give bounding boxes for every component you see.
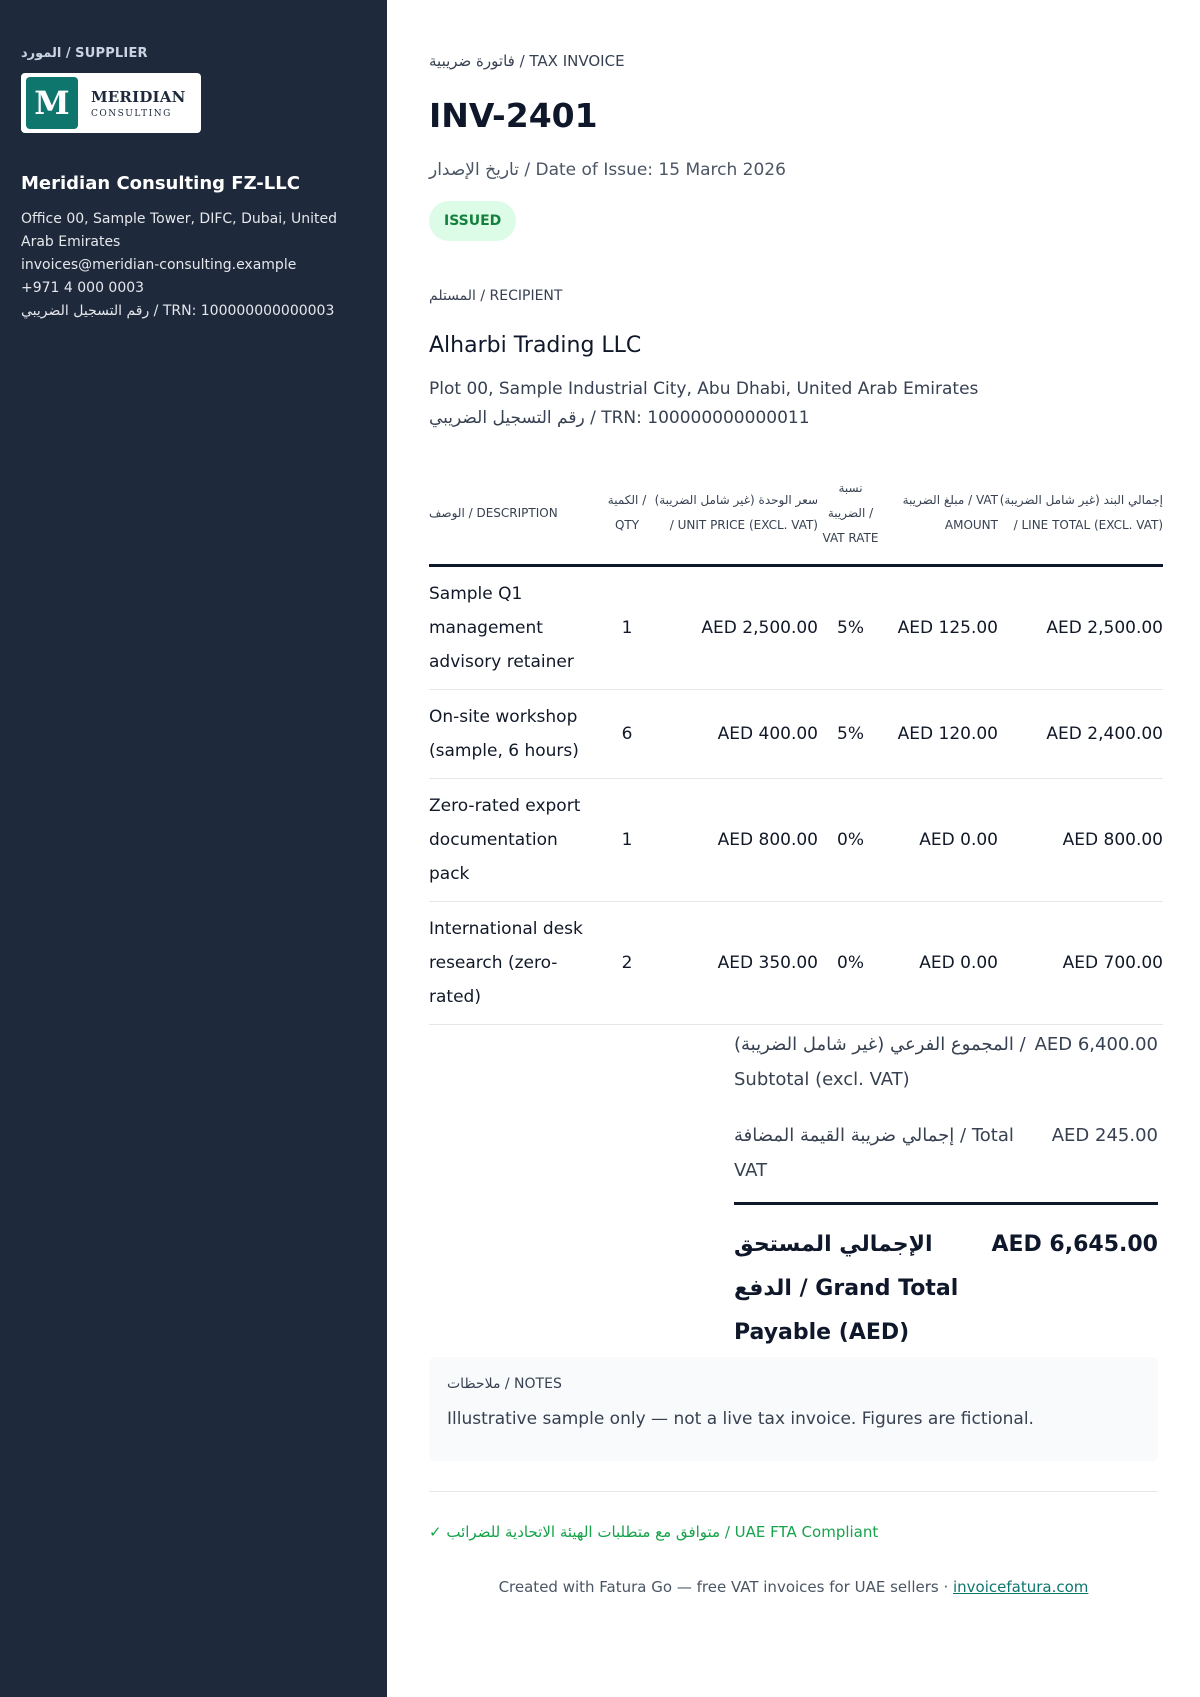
- row-vat-rate: 5%: [818, 689, 883, 778]
- row-qty: 1: [602, 778, 652, 901]
- row-vat-amount: AED 125.00: [883, 565, 998, 689]
- row-description: On-site workshop (sample, 6 hours): [429, 689, 602, 778]
- supplier-trn: رقم التسجيل الضريبي / TRN: 100000000000003: [21, 303, 335, 319]
- invoice-number: INV-2401: [429, 96, 598, 135]
- col-line-total: إجمالي البند (غير شامل الضريبة) / LINE TOTAL (EXCL. VAT): [998, 463, 1163, 565]
- row-vat-rate: 0%: [818, 778, 883, 901]
- row-description: Sample Q1 management advisory retainer: [429, 565, 602, 689]
- col-vat-rate: نسبة الضريبة / VAT RATE: [818, 463, 883, 565]
- total-vat-row: [734, 1118, 1158, 1205]
- notes-box: [429, 1357, 1158, 1461]
- line-items-table: [429, 463, 1163, 1025]
- supplier-address: Office 00, Sample Tower, DIFC, Dubai, United Arab Emirates: [21, 211, 337, 250]
- row-qty: 2: [602, 901, 652, 1024]
- row-vat-rate: 5%: [818, 565, 883, 689]
- row-description: International desk research (zero-rated): [429, 901, 602, 1024]
- supplier-logo: [21, 73, 201, 133]
- supplier-sidebar: [0, 0, 387, 1697]
- total-vat-label: إجمالي ضريبة القيمة المضافة / Total VAT: [734, 1125, 1014, 1181]
- row-vat-amount: AED 0.00: [883, 778, 998, 901]
- credit-text: Created with Fatura Go — free VAT invoices for UAE sellers ·: [498, 1578, 953, 1596]
- issue-date: تاريخ الإصدار / Date of Issue: 15 March 2026: [429, 160, 786, 180]
- recipient-name: Alharbi Trading LLC: [429, 333, 642, 358]
- credit-link[interactable]: invoicefatura.com: [953, 1578, 1089, 1596]
- recipient-address: Plot 00, Sample Industrial City, Abu Dhabi, United Arab Emirates: [429, 379, 979, 399]
- logo-wordmark: [91, 88, 186, 119]
- footer-divider: [429, 1491, 1158, 1492]
- table-row: [429, 565, 1163, 689]
- supplier-name: Meridian Consulting FZ-LLC: [21, 173, 300, 194]
- supplier-phone: +971 4 000 0003: [21, 280, 145, 296]
- recipient-details: [429, 375, 978, 433]
- notes-label: ملاحظات / NOTES: [447, 1376, 562, 1392]
- subtotal-row: [734, 1027, 1158, 1097]
- row-line-total: AED 800.00: [998, 778, 1163, 901]
- document-type: فاتورة ضريبية / TAX INVOICE: [429, 52, 625, 70]
- col-description: الوصف / DESCRIPTION: [429, 463, 602, 565]
- status-badge: ISSUED: [429, 201, 516, 241]
- table-row: [429, 901, 1163, 1024]
- row-unit-price: AED 2,500.00: [652, 565, 818, 689]
- table-row: [429, 689, 1163, 778]
- row-vat-amount: AED 120.00: [883, 689, 998, 778]
- fta-compliant-note: ✓ متوافق مع متطلبات الهيئة الاتحادية للضرائب / UAE FTA Compliant: [429, 1523, 879, 1541]
- grand-total-row: [734, 1223, 1158, 1355]
- recipient-trn: رقم التسجيل الضريبي / TRN: 100000000000011: [429, 408, 810, 428]
- col-vat-amount: مبلغ الضريبة / VAT AMOUNT: [883, 463, 998, 565]
- col-qty: الكمية / QTY: [602, 463, 652, 565]
- row-vat-rate: 0%: [818, 901, 883, 1024]
- supplier-details: [21, 208, 366, 323]
- table-row: [429, 778, 1163, 901]
- credit-line: [429, 1578, 1158, 1596]
- logo-subtitle: CONSULTING: [91, 108, 172, 119]
- grand-total-value: AED 6,645.00: [991, 1232, 1158, 1257]
- logo-name: MERIDIAN: [91, 87, 186, 106]
- row-line-total: AED 2,500.00: [998, 565, 1163, 689]
- table-header-row: [429, 463, 1163, 565]
- row-unit-price: AED 400.00: [652, 689, 818, 778]
- row-unit-price: AED 350.00: [652, 901, 818, 1024]
- subtotal-value: AED 6,400.00: [1034, 1034, 1158, 1055]
- row-vat-amount: AED 0.00: [883, 901, 998, 1024]
- row-description: Zero-rated export documentation pack: [429, 778, 602, 901]
- grand-total-label: الإجمالي المستحق الدفع / Grand Total Payable (AED): [734, 1232, 959, 1345]
- row-line-total: AED 2,400.00: [998, 689, 1163, 778]
- row-unit-price: AED 800.00: [652, 778, 818, 901]
- totals-block: [734, 1027, 1158, 1355]
- total-vat-value: AED 245.00: [1051, 1125, 1158, 1146]
- row-line-total: AED 700.00: [998, 901, 1163, 1024]
- supplier-label: المورد / SUPPLIER: [21, 46, 148, 61]
- logo-mark: M: [26, 77, 78, 129]
- supplier-email: invoices@meridian-consulting.example: [21, 257, 297, 273]
- row-qty: 6: [602, 689, 652, 778]
- notes-text: Illustrative sample only — not a live tax invoice. Figures are fictional.: [447, 1409, 1034, 1429]
- row-qty: 1: [602, 565, 652, 689]
- recipient-label: المستلم / RECIPIENT: [429, 288, 563, 304]
- subtotal-label: المجموع الفرعي (غير شامل الضريبة) / Subtotal (excl. VAT): [734, 1034, 1026, 1090]
- col-unit-price: سعر الوحدة (غير شامل الضريبة) / UNIT PRICE (EXCL. VAT): [652, 463, 818, 565]
